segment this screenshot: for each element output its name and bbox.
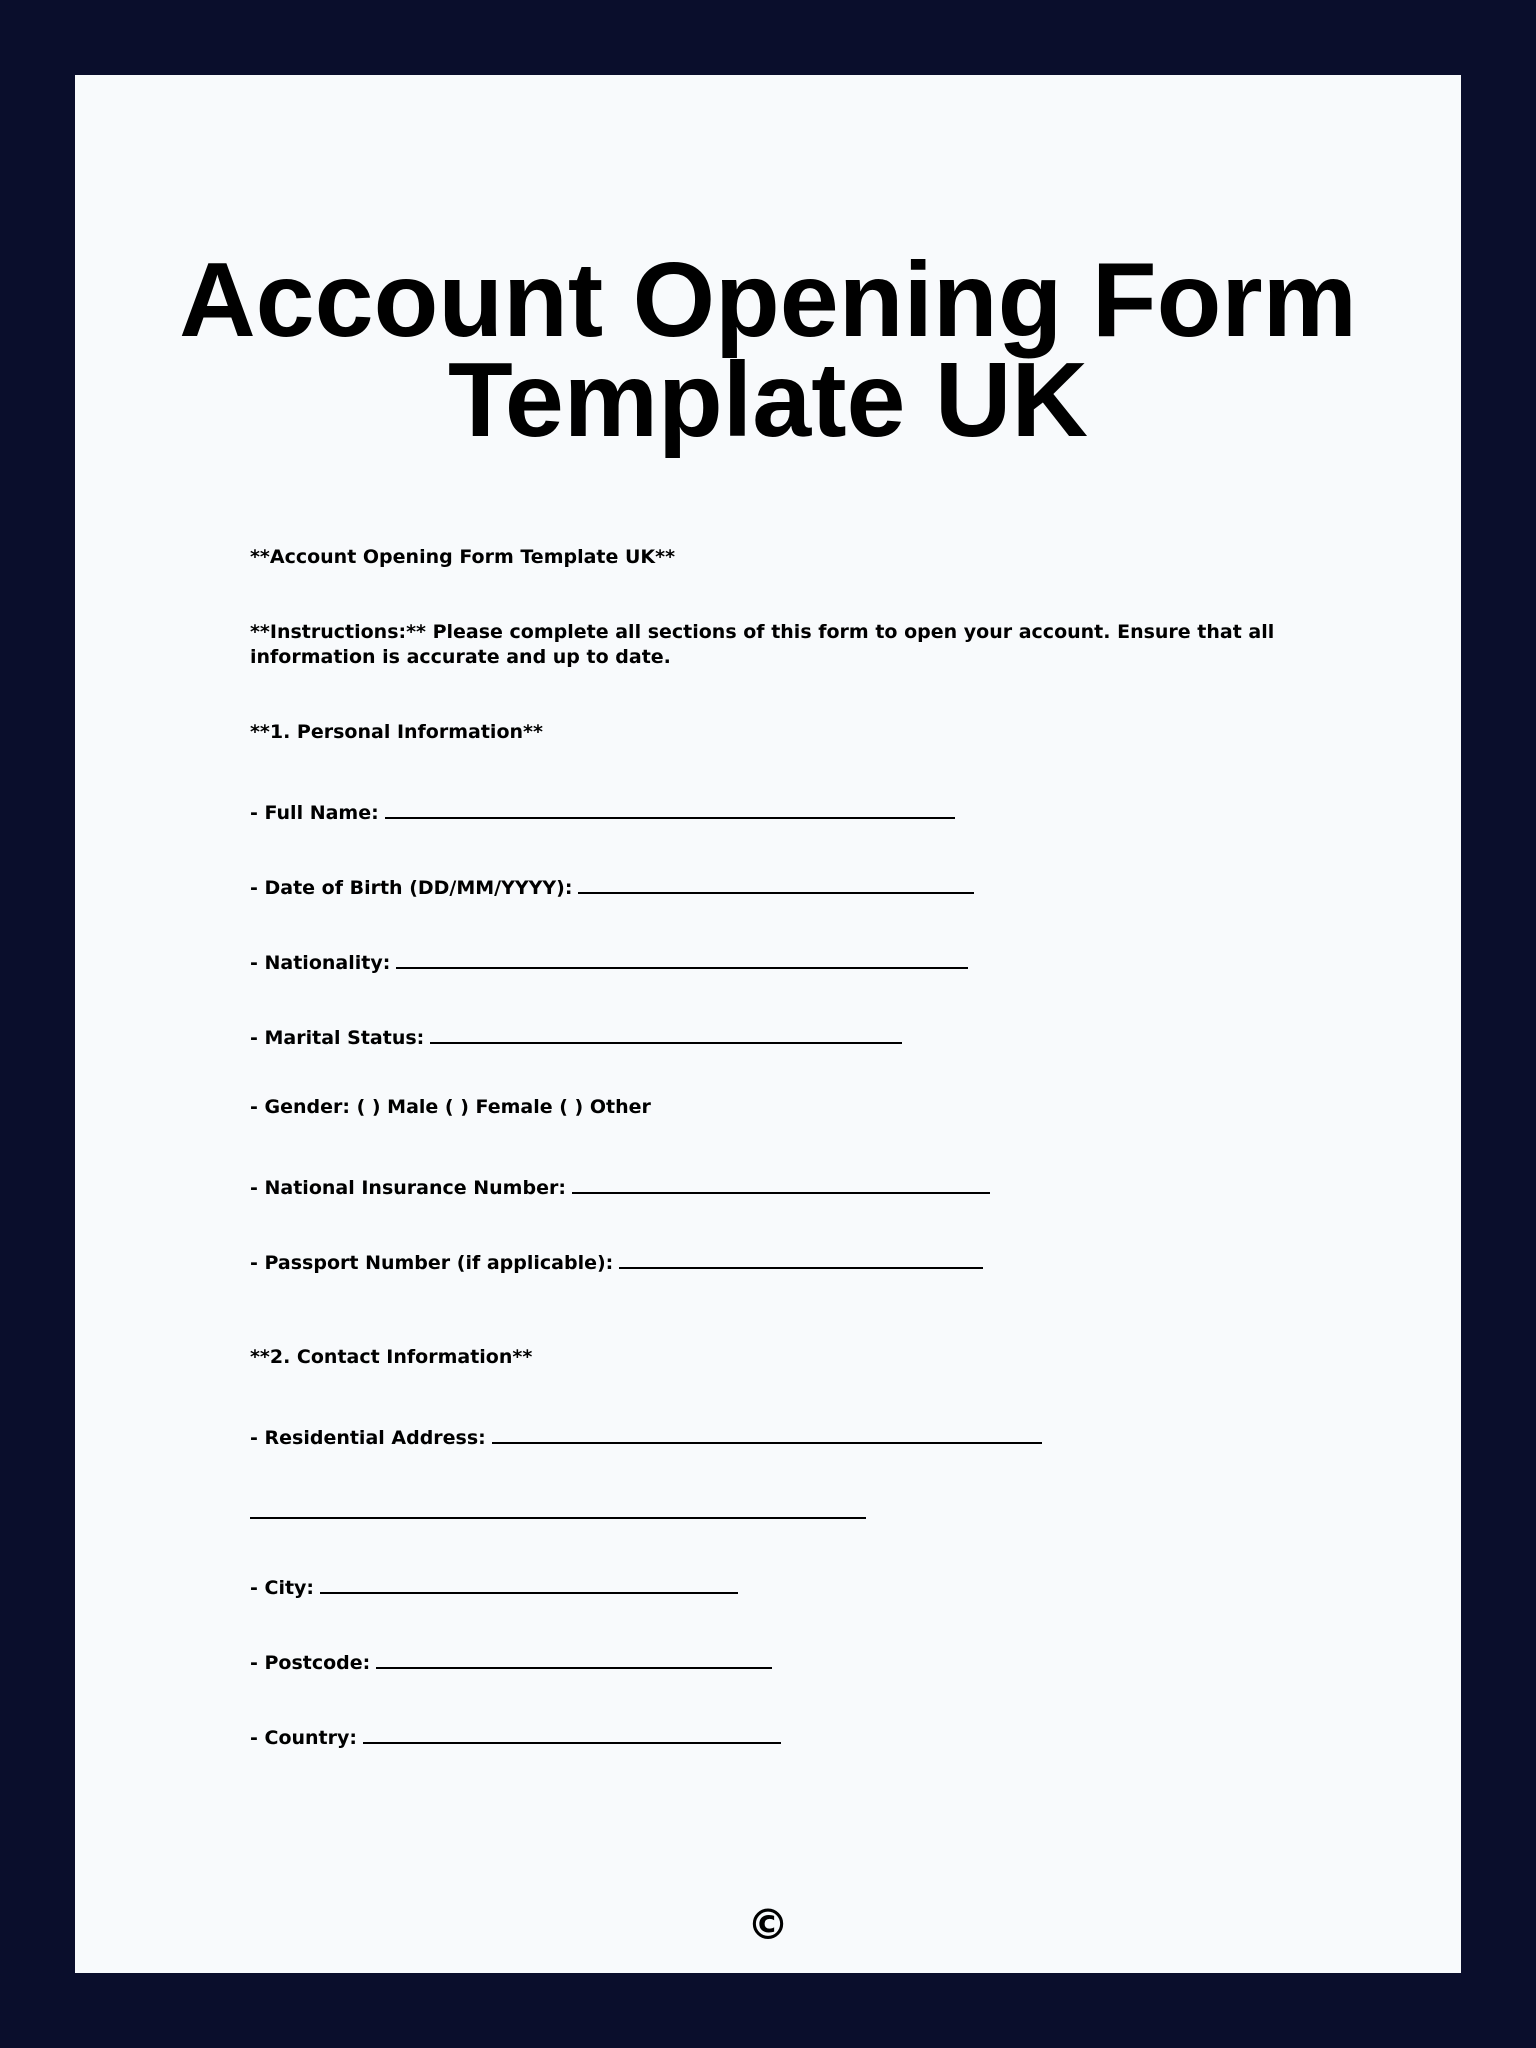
city-field [250, 1570, 738, 1601]
address-line-2-blank[interactable] [250, 1495, 866, 1519]
country-label: - Country: [250, 1727, 357, 1749]
ni-number-label: - National Insurance Number: [250, 1177, 566, 1199]
address-line-2 [250, 1495, 866, 1526]
country-field [250, 1720, 781, 1751]
ni-number-blank[interactable] [572, 1170, 990, 1194]
nationality-field [250, 945, 968, 976]
nationality-label: - Nationality: [250, 952, 391, 974]
title-line-1: Account Opening Form [179, 241, 1357, 359]
ni-number-field [250, 1170, 990, 1201]
address-label: - Residential Address: [250, 1427, 486, 1449]
passport-label: - Passport Number (if applicable): [250, 1252, 614, 1274]
full-name-field [250, 795, 955, 826]
city-blank[interactable] [320, 1570, 738, 1594]
passport-field [250, 1245, 983, 1276]
postcode-field [250, 1645, 772, 1676]
address-field [250, 1420, 1042, 1451]
dob-blank[interactable] [578, 870, 974, 894]
copyright-icon: © [747, 1900, 789, 1949]
full-name-blank[interactable] [385, 795, 955, 819]
full-name-label: - Full Name: [250, 802, 379, 824]
dob-field [250, 870, 974, 901]
page-title [0, 241, 1536, 459]
marital-status-blank[interactable] [430, 1020, 902, 1044]
nationality-blank[interactable] [396, 945, 968, 969]
address-blank[interactable] [492, 1420, 1042, 1444]
marital-status-field [250, 1020, 902, 1051]
postcode-blank[interactable] [376, 1645, 772, 1669]
document-heading: **Account Opening Form Template UK** [250, 546, 676, 568]
gender-field[interactable]: - Gender: ( ) Male ( ) Female ( ) Other [250, 1096, 651, 1118]
marital-status-label: - Marital Status: [250, 1027, 425, 1049]
instructions-text: **Instructions:** Please complete all sections of this form to open your account. Ensure that all information is accurate and up to date. [250, 621, 1275, 668]
title-line-2: Template UK [447, 341, 1089, 459]
section-1-heading: **1. Personal Information** [250, 721, 543, 743]
section-2-heading: **2. Contact Information** [250, 1346, 533, 1368]
dob-label: - Date of Birth (DD/MM/YYYY): [250, 877, 573, 899]
city-label: - City: [250, 1577, 315, 1599]
passport-blank[interactable] [619, 1245, 983, 1269]
postcode-label: - Postcode: [250, 1652, 371, 1674]
country-blank[interactable] [363, 1720, 781, 1744]
